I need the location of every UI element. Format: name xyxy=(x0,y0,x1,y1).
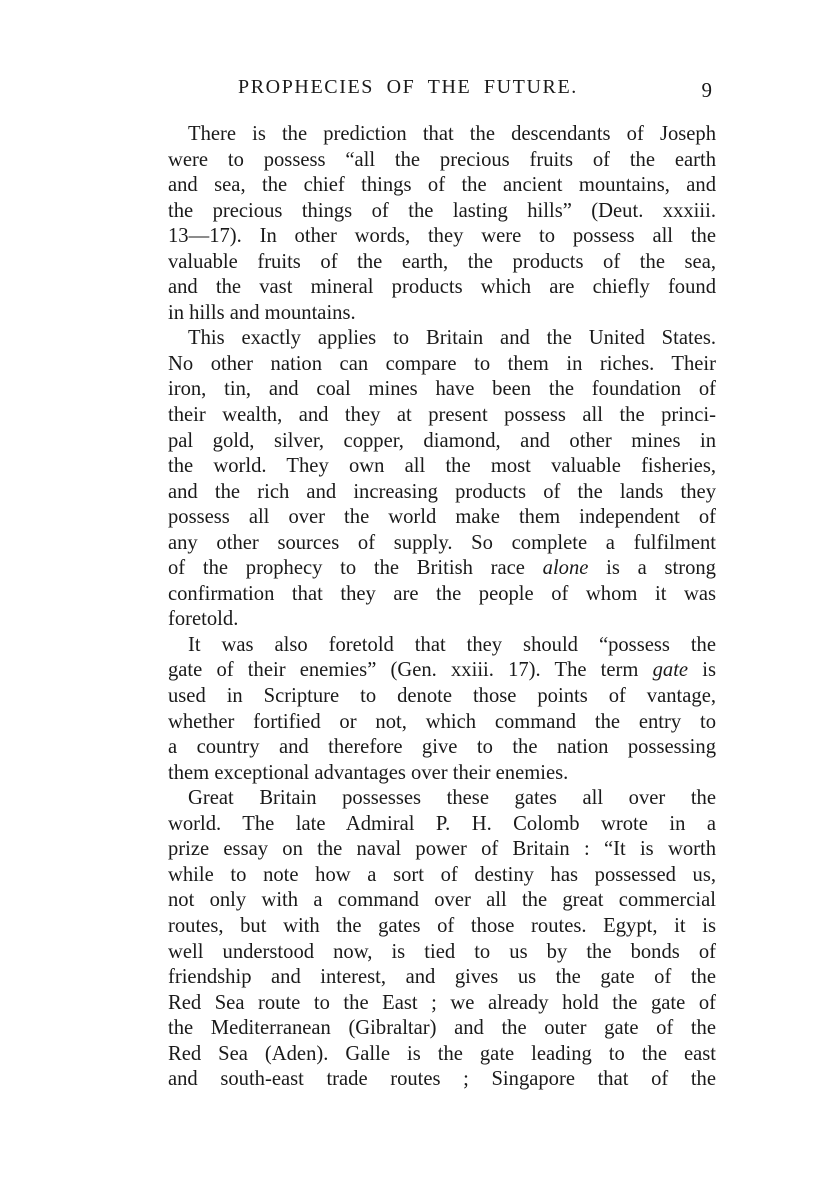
body-text xyxy=(168,122,716,1093)
text-segment: routes, but with the gates of those routes. Egypt, it is xyxy=(168,914,716,937)
italic-text: alone xyxy=(542,557,589,580)
text-segment: while to note how a sort of destiny has possessed us, xyxy=(168,863,716,886)
text-line xyxy=(168,658,716,684)
text-line xyxy=(168,607,716,633)
text-segment: It was also foretold that they should “possess the xyxy=(188,633,716,656)
text-line xyxy=(168,429,716,455)
text-line xyxy=(168,735,716,761)
text-line xyxy=(168,863,716,889)
text-line xyxy=(168,173,716,199)
text-segment: prize essay on the naval power of Britain : “It is worth xyxy=(168,838,716,861)
text-line xyxy=(168,480,716,506)
text-line xyxy=(168,1067,716,1093)
text-segment: them exceptional advantages over their enemies. xyxy=(168,761,569,784)
text-line xyxy=(168,940,716,966)
text-line xyxy=(168,761,716,787)
text-segment: and sea, the chief things of the ancient mountains, and xyxy=(168,174,716,197)
text-segment: the world. They own all the most valuable fisheries, xyxy=(168,455,716,478)
text-segment: There is the prediction that the descendants of Joseph xyxy=(188,123,716,145)
text-line xyxy=(168,199,716,225)
text-line xyxy=(168,684,716,710)
text-segment: valuable fruits of the earth, the products of the sea, xyxy=(168,250,716,273)
text-line xyxy=(168,837,716,863)
text-segment: is a strong xyxy=(588,557,716,580)
text-line xyxy=(168,582,716,608)
text-line xyxy=(168,556,716,582)
text-segment: Great Britain possesses these gates all over the xyxy=(188,787,716,810)
text-line xyxy=(168,377,716,403)
text-segment: the precious things of the lasting hills” (Deut. xxxiii. xyxy=(168,199,716,222)
text-segment: and the rich and increasing products of the lands they xyxy=(168,480,716,503)
text-segment: foretold. xyxy=(168,608,239,631)
text-segment: and south-east trade routes ; Singapore that of the xyxy=(168,1068,716,1091)
text-segment: iron, tin, and coal mines have been the foundation of xyxy=(168,378,716,401)
text-segment: their wealth, and they at present possess all the princi- xyxy=(168,404,716,427)
text-line xyxy=(168,888,716,914)
text-line xyxy=(168,965,716,991)
page-number: 9 xyxy=(701,78,712,102)
text-segment: whether fortified or not, which command the entry to xyxy=(168,710,716,733)
text-segment: is xyxy=(688,659,716,682)
text-line xyxy=(168,505,716,531)
running-title: PROPHECIES OF THE FUTURE. xyxy=(238,76,578,98)
italic-text: gate xyxy=(652,659,689,682)
text-line xyxy=(168,454,716,480)
text-line xyxy=(168,122,716,148)
text-segment: in hills and mountains. xyxy=(168,301,356,324)
text-segment: not only with a command over all the great commercial xyxy=(168,889,716,912)
text-line xyxy=(168,352,716,378)
text-line xyxy=(168,148,716,174)
text-line xyxy=(168,531,716,557)
text-line xyxy=(168,301,716,327)
text-line xyxy=(168,914,716,940)
text-segment: and the vast mineral products which are chiefly found xyxy=(168,276,716,299)
text-segment: any other sources of supply. So complete a fulfilment xyxy=(168,531,716,554)
running-header xyxy=(168,76,716,106)
text-segment: world. The late Admiral P. H. Colomb wrote in a xyxy=(168,812,716,835)
text-segment: used in Scripture to denote those points of vantage, xyxy=(168,685,716,708)
text-line xyxy=(168,710,716,736)
text-line xyxy=(168,786,716,812)
text-segment: This exactly applies to Britain and the United States. xyxy=(188,327,716,350)
text-segment: friendship and interest, and gives us the gate of the xyxy=(168,966,716,989)
text-segment: a country and therefore give to the nation possessing xyxy=(168,736,716,759)
text-line xyxy=(168,326,716,352)
text-segment: of the prophecy to the British race xyxy=(168,557,543,580)
text-line xyxy=(168,1016,716,1042)
text-line xyxy=(168,633,716,659)
text-segment: Red Sea (Aden). Galle is the gate leading to the east xyxy=(168,1042,716,1065)
text-segment: 13—17). In other words, they were to possess all the xyxy=(168,225,716,248)
text-segment: pal gold, silver, copper, diamond, and other mines in xyxy=(168,429,716,452)
text-line xyxy=(168,403,716,429)
text-line xyxy=(168,812,716,838)
text-line xyxy=(168,991,716,1017)
text-line xyxy=(168,250,716,276)
text-segment: were to possess “all the precious fruits of the earth xyxy=(168,148,716,171)
text-segment: Red Sea route to the East ; we already hold the gate of xyxy=(168,991,716,1014)
text-line xyxy=(168,275,716,301)
text-segment: possess all over the world make them independent of xyxy=(168,506,716,529)
text-segment: gate of their enemies” (Gen. xxiii. 17). The term xyxy=(168,659,653,682)
text-segment: No other nation can compare to them in riches. Their xyxy=(168,352,716,375)
text-line xyxy=(168,1042,716,1068)
text-segment: confirmation that they are the people of whom it was xyxy=(168,582,716,605)
text-segment: well understood now, is tied to us by the bonds of xyxy=(168,940,716,963)
text-segment: the Mediterranean (Gibraltar) and the outer gate of the xyxy=(168,1017,716,1040)
text-line xyxy=(168,224,716,250)
